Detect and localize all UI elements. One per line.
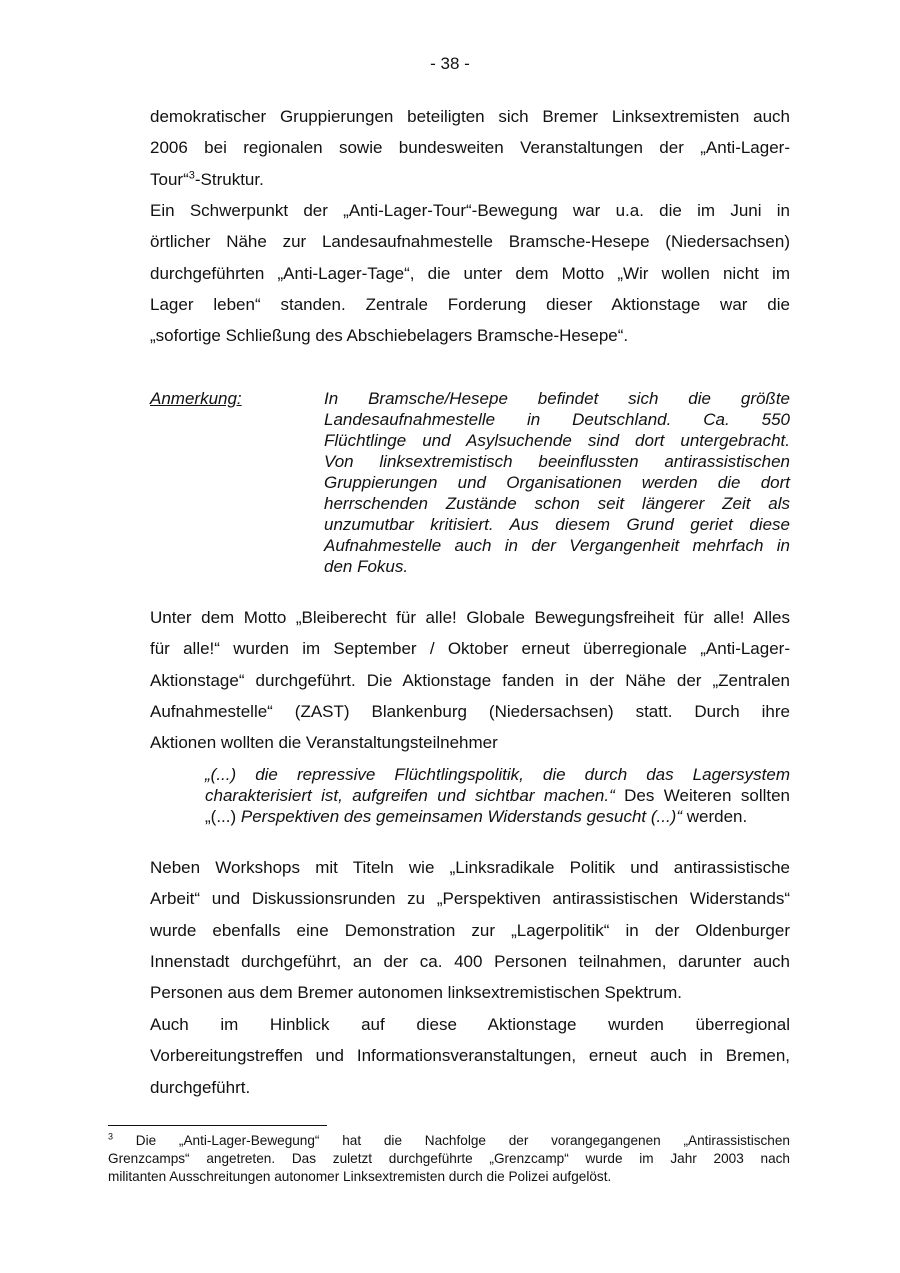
text-run: örtlicher Nähe zur Landesaufnahmestelle Bramsche-Hesepe (Niedersachsen) <box>150 232 790 252</box>
text-run: Tour“ <box>150 169 189 189</box>
text-run: Gruppierungen und Organisationen werden die dort <box>324 473 790 492</box>
italic-run: charakterisiert ist, aufgreifen und sichtbar machen.“ <box>205 786 615 805</box>
text-line <box>150 1040 790 1071</box>
text-run: Landesaufnahmestelle in Deutschland. Ca. 550 <box>324 410 790 429</box>
paragraph <box>150 1009 790 1103</box>
text-line <box>108 1132 790 1150</box>
text-line <box>324 514 790 535</box>
text-run: Des Weiteren sollten <box>614 786 790 805</box>
text-run: Neben Workshops mit Titeln wie „Linksradikale Politik und antirassistische <box>150 858 790 877</box>
paragraph <box>150 195 790 351</box>
text-line <box>324 430 790 451</box>
text-run: Unter dem Motto „Bleiberecht für alle! Globale Bewegungsfreiheit für alle! Alles <box>150 608 790 627</box>
text-line <box>150 195 790 226</box>
text-line <box>150 320 790 351</box>
note-label: Anmerkung: <box>150 389 242 408</box>
text-run: -Struktur. <box>194 169 264 189</box>
text-run: Personen aus dem Bremer autonomen linksextremistischen Spektrum. <box>150 983 682 1003</box>
text-run: durchgeführten „Anti-Lager-Tage“, die unter dem Motto „Wir wollen nicht im <box>150 263 790 283</box>
paragraph <box>150 101 790 195</box>
text-run: für alle!“ wurden im September / Oktober erneut überregionale „Anti-Lager- <box>150 639 790 659</box>
quote <box>205 764 790 827</box>
text-run: Von linksextremistisch beeinflussten antirassistischen <box>324 452 790 471</box>
text-line <box>150 696 790 727</box>
text-line <box>324 451 790 472</box>
text-line <box>150 101 790 132</box>
footnote <box>108 1132 790 1186</box>
text-line <box>150 915 790 946</box>
text-line <box>150 1009 790 1040</box>
text-run: Vorbereitungstreffen und Informationsveranstaltungen, erneut auch in Bremen, <box>150 1046 790 1066</box>
note-text <box>324 388 790 577</box>
text-line <box>205 806 790 827</box>
text-line <box>150 727 790 758</box>
text-line <box>324 493 790 514</box>
text-line <box>108 1168 790 1186</box>
page-number: - 38 - <box>430 54 470 73</box>
text-run: werden. <box>682 807 748 826</box>
text-run: Aufnahmestelle“ (ZAST) Blankenburg (Niedersachsen) statt. Durch ihre <box>150 701 790 721</box>
text-run: wurde ebenfalls eine Demonstration zur „Lagerpolitik“ in der Oldenburger <box>150 920 790 940</box>
text-line <box>150 132 790 163</box>
italic-run: „(...) die repressive Flüchtlingspolitik, die durch das Lagersystem <box>205 765 790 784</box>
footnote-divider <box>108 1125 327 1126</box>
text-run: demokratischer Gruppierungen beteiligten sich Bremer Linksextremisten auch <box>150 107 790 126</box>
text-run: Lager leben“ standen. Zentrale Forderung dieser Aktionstage war die <box>150 294 790 314</box>
text-run: Innenstadt durchgeführt, an der ca. 400 Personen teilnahmen, darunter auch <box>150 951 790 971</box>
text-run: den Fokus. <box>324 557 409 576</box>
text-run: 2006 bei regionalen sowie bundesweiten Veranstaltungen der „Anti-Lager- <box>150 138 790 158</box>
italic-run: Perspektiven des gemeinsamen Widerstands gesucht (...)“ <box>240 807 682 826</box>
text-run: durchgeführt. <box>150 1077 251 1097</box>
text-line <box>108 1150 790 1168</box>
text-line <box>205 785 790 806</box>
paragraph <box>150 852 790 1008</box>
text-line <box>324 556 790 577</box>
text-run: „(...) <box>205 807 241 826</box>
text-line <box>324 409 790 430</box>
text-line <box>150 633 790 664</box>
text-run: In Bramsche/Hesepe befindet sich die größte <box>324 389 790 408</box>
text-run: „sofortige Schließung des Abschiebelagers Bramsche-Hesepe“. <box>150 326 629 346</box>
text-run: Aktionstage“ durchgeführt. Die Aktionstage fanden in der Nähe der „Zentralen <box>150 670 790 690</box>
text-line <box>205 764 790 785</box>
text-line <box>324 388 790 409</box>
footnote-ref: 3 <box>108 1131 114 1142</box>
footnote-ref: 3 <box>188 168 195 181</box>
text-run: militanten Ausschreitungen autonomer Linksextremisten durch die Polizei aufgelöst. <box>108 1169 612 1184</box>
text-line <box>150 289 790 320</box>
text-run: Arbeit“ und Diskussionsrunden zu „Perspektiven antirassistischen Widerstands“ <box>150 889 790 909</box>
text-run: unzumutbar kritisiert. Aus diesem Grund geriet diese <box>324 515 790 534</box>
text-line <box>150 602 790 633</box>
text-line <box>150 258 790 289</box>
text-line <box>150 226 790 257</box>
text-line <box>324 472 790 493</box>
text-run: Die „Anti-Lager-Bewegung“ hat die Nachfolge der vorangegangenen „Antirassistischen <box>113 1133 790 1148</box>
text-line <box>150 164 790 195</box>
text-line <box>150 665 790 696</box>
text-run: Ein Schwerpunkt der „Anti-Lager-Tour“-Bewegung war u.a. die im Juni in <box>150 201 790 220</box>
text-run: Auch im Hinblick auf diese Aktionstage wurden überregional <box>150 1015 790 1034</box>
text-line <box>150 977 790 1008</box>
text-run: Grenzcamps“ angetreten. Das zuletzt durchgeführte „Grenzcamp“ wurde im Jahr 2003 nach <box>108 1151 790 1166</box>
text-line <box>150 946 790 977</box>
text-run: herrschenden Zustände schon seit längerer Zeit als <box>324 494 790 513</box>
paragraph <box>150 602 790 758</box>
text-run: Aufnahmestelle auch in der Vergangenheit mehrfach in <box>324 536 790 555</box>
text-line <box>150 1072 790 1103</box>
text-line <box>150 852 790 883</box>
text-run: Flüchtlinge und Asylsuchende sind dort untergebracht. <box>324 431 790 450</box>
text-line <box>150 883 790 914</box>
text-run: Aktionen wollten die Veranstaltungsteilnehmer <box>150 733 498 753</box>
text-line <box>324 535 790 556</box>
